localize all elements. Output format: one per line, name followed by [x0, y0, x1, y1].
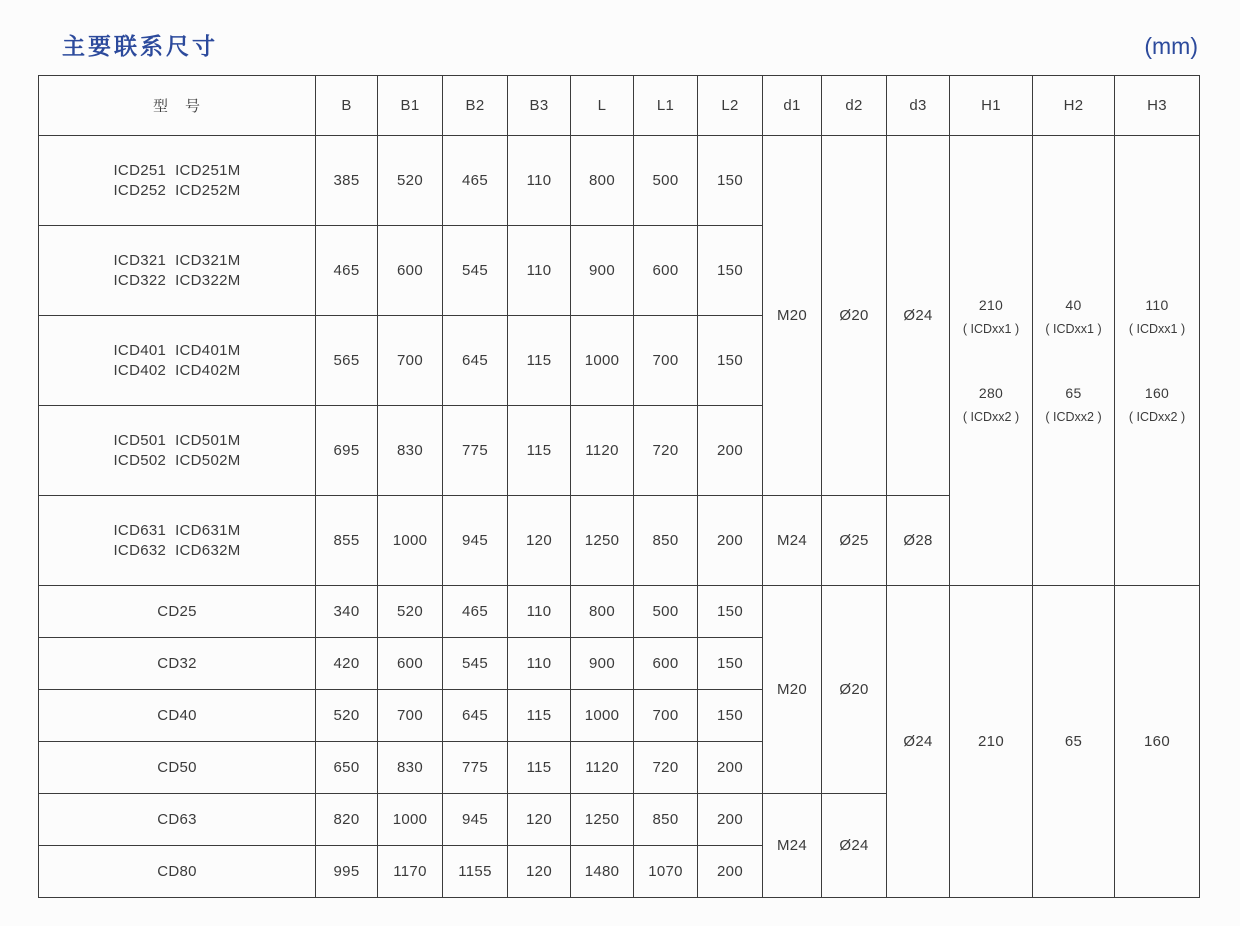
- col-header-b3: B3: [508, 76, 571, 136]
- cell-b3: 120: [508, 846, 571, 898]
- model-line: ICD252 ICD252M: [113, 181, 241, 199]
- cell-b3: 115: [508, 742, 571, 794]
- cell-b1: 600: [378, 226, 443, 316]
- cell-l1: 700: [634, 690, 698, 742]
- cell-l2: 150: [698, 226, 763, 316]
- cell-b1: 830: [378, 742, 443, 794]
- h2-label-icdxx1: ( ICDxx1 ): [1045, 321, 1102, 336]
- h3-label-icdxx2: ( ICDxx2 ): [1128, 409, 1186, 424]
- cell-b3: 115: [508, 316, 571, 406]
- cell-l1: 700: [634, 316, 698, 406]
- cell-b: 565: [316, 316, 378, 406]
- h2-value-icdxx2: 65: [1065, 384, 1082, 401]
- cell-d3: Ø28: [887, 496, 950, 586]
- dimensions-table: [38, 75, 1200, 898]
- h1-label-icdxx1: ( ICDxx1 ): [962, 321, 1020, 336]
- cell-b2: 545: [443, 226, 508, 316]
- col-header-d2: d2: [822, 76, 887, 136]
- col-header-h3: H3: [1115, 76, 1200, 136]
- cell-b: 650: [316, 742, 378, 794]
- cell-b2: 465: [443, 586, 508, 638]
- model-line: ICD401 ICD401M: [113, 341, 241, 359]
- header-row: [39, 76, 1200, 136]
- cell-d1-merged: M20: [763, 136, 822, 496]
- cell-b1: 600: [378, 638, 443, 690]
- cell-l2: 150: [698, 586, 763, 638]
- cell-b: 340: [316, 586, 378, 638]
- cell-b: 820: [316, 794, 378, 846]
- cell-b2: 1155: [443, 846, 508, 898]
- cell-b1: 1000: [378, 496, 443, 586]
- cell-b3: 110: [508, 638, 571, 690]
- cell-b2: 775: [443, 406, 508, 496]
- model-cell: [39, 316, 316, 406]
- cell-b2: 945: [443, 496, 508, 586]
- unit-label: (mm): [1144, 33, 1198, 59]
- model-cell: [39, 406, 316, 496]
- cell-l: 1120: [571, 742, 634, 794]
- model-line: ICD501 ICD501M: [113, 431, 241, 449]
- cell-l2: 200: [698, 794, 763, 846]
- cell-b3: 115: [508, 690, 571, 742]
- cell-b1: 700: [378, 690, 443, 742]
- cell-b: 385: [316, 136, 378, 226]
- model-line: ICD502 ICD502M: [113, 451, 241, 469]
- col-header-l1: L1: [634, 76, 698, 136]
- cell-d2-merged: Ø20: [822, 586, 887, 794]
- h1-label-icdxx2: ( ICDxx2 ): [962, 409, 1020, 424]
- cell-d1-merged: M24: [763, 794, 822, 898]
- cell-b1: 520: [378, 136, 443, 226]
- cell-l: 1250: [571, 794, 634, 846]
- cell-b3: 120: [508, 794, 571, 846]
- h1-value-icdxx2: 280: [978, 384, 1004, 401]
- cell-h1-merged: 210: [950, 586, 1033, 898]
- cell-l: 1000: [571, 316, 634, 406]
- cell-b1: 830: [378, 406, 443, 496]
- page-header: [38, 22, 1200, 75]
- cell-h2-merged: 65: [1033, 586, 1115, 898]
- cell-l2: 150: [698, 638, 763, 690]
- cell-l: 1480: [571, 846, 634, 898]
- cell-l: 800: [571, 586, 634, 638]
- cell-l2: 150: [698, 136, 763, 226]
- col-header-b: B: [316, 76, 378, 136]
- cell-l: 800: [571, 136, 634, 226]
- cell-b2: 465: [443, 136, 508, 226]
- model-line: ICD322 ICD322M: [113, 271, 241, 289]
- cell-b3: 110: [508, 136, 571, 226]
- col-header-h2: H2: [1033, 76, 1115, 136]
- cell-b1: 1170: [378, 846, 443, 898]
- cell-b3: 110: [508, 226, 571, 316]
- model-cell: [39, 496, 316, 586]
- page-title: 主要联系尺寸: [62, 33, 218, 59]
- cell-l1: 600: [634, 638, 698, 690]
- table-row: [39, 136, 1200, 226]
- cell-b: 695: [316, 406, 378, 496]
- cell-l2: 150: [698, 690, 763, 742]
- h1-value-icdxx1: 210: [978, 296, 1004, 313]
- col-header-model: 型 号: [39, 76, 316, 136]
- cell-b: 995: [316, 846, 378, 898]
- cell-b3: 115: [508, 406, 571, 496]
- cell-b2: 645: [443, 316, 508, 406]
- cell-l: 1250: [571, 496, 634, 586]
- model-cell: CD50: [39, 742, 316, 794]
- model-cell: CD63: [39, 794, 316, 846]
- model-line: ICD632 ICD632M: [113, 541, 241, 559]
- model-line: ICD631 ICD631M: [113, 521, 241, 539]
- col-header-b1: B1: [378, 76, 443, 136]
- cell-l1: 600: [634, 226, 698, 316]
- cell-l1: 500: [634, 586, 698, 638]
- col-header-d3: d3: [887, 76, 950, 136]
- col-header-l2: L2: [698, 76, 763, 136]
- model-cell: CD40: [39, 690, 316, 742]
- cell-b1: 700: [378, 316, 443, 406]
- cell-d1: M24: [763, 496, 822, 586]
- cell-h1-merged: [950, 136, 1033, 586]
- cell-b: 465: [316, 226, 378, 316]
- cell-b: 520: [316, 690, 378, 742]
- cell-b3: 110: [508, 586, 571, 638]
- cell-d2: Ø25: [822, 496, 887, 586]
- model-line: ICD251 ICD251M: [113, 161, 241, 179]
- cell-l2: 200: [698, 846, 763, 898]
- cell-b1: 1000: [378, 794, 443, 846]
- cell-l1: 1070: [634, 846, 698, 898]
- cell-l: 1000: [571, 690, 634, 742]
- cell-l2: 200: [698, 742, 763, 794]
- cell-l: 1120: [571, 406, 634, 496]
- model-cell: CD80: [39, 846, 316, 898]
- cell-d3-merged: Ø24: [887, 586, 950, 898]
- model-line: ICD402 ICD402M: [113, 361, 241, 379]
- cell-l2: 200: [698, 406, 763, 496]
- cell-l2: 150: [698, 316, 763, 406]
- cell-d2-merged: Ø24: [822, 794, 887, 898]
- cell-b2: 775: [443, 742, 508, 794]
- cell-l1: 850: [634, 794, 698, 846]
- cell-h3-merged: 160: [1115, 586, 1200, 898]
- table-row: [39, 586, 1200, 638]
- model-cell: [39, 226, 316, 316]
- cell-h2-merged: [1033, 136, 1115, 586]
- cell-b3: 120: [508, 496, 571, 586]
- cell-d2-merged: Ø20: [822, 136, 887, 496]
- cell-l1: 500: [634, 136, 698, 226]
- model-cell: CD32: [39, 638, 316, 690]
- cell-d3-merged: Ø24: [887, 136, 950, 496]
- cell-h3-merged: [1115, 136, 1200, 586]
- cell-d1-merged: M20: [763, 586, 822, 794]
- model-line: ICD321 ICD321M: [113, 251, 241, 269]
- col-header-b2: B2: [443, 76, 508, 136]
- cell-b1: 520: [378, 586, 443, 638]
- h3-value-icdxx2: 160: [1144, 384, 1170, 401]
- cell-l1: 850: [634, 496, 698, 586]
- h3-value-icdxx1: 110: [1145, 296, 1169, 313]
- col-header-h1: H1: [950, 76, 1033, 136]
- cell-l2: 200: [698, 496, 763, 586]
- cell-l1: 720: [634, 406, 698, 496]
- model-cell: [39, 136, 316, 226]
- col-header-d1: d1: [763, 76, 822, 136]
- h3-label-icdxx1: ( ICDxx1 ): [1128, 321, 1186, 336]
- cell-b2: 645: [443, 690, 508, 742]
- h2-value-icdxx1: 40: [1065, 296, 1082, 313]
- cell-b: 420: [316, 638, 378, 690]
- col-header-l: L: [571, 76, 634, 136]
- cell-b2: 945: [443, 794, 508, 846]
- cell-b2: 545: [443, 638, 508, 690]
- h2-label-icdxx2: ( ICDxx2 ): [1045, 409, 1102, 424]
- cell-l: 900: [571, 638, 634, 690]
- model-cell: CD25: [39, 586, 316, 638]
- cell-l1: 720: [634, 742, 698, 794]
- cell-b: 855: [316, 496, 378, 586]
- cell-l: 900: [571, 226, 634, 316]
